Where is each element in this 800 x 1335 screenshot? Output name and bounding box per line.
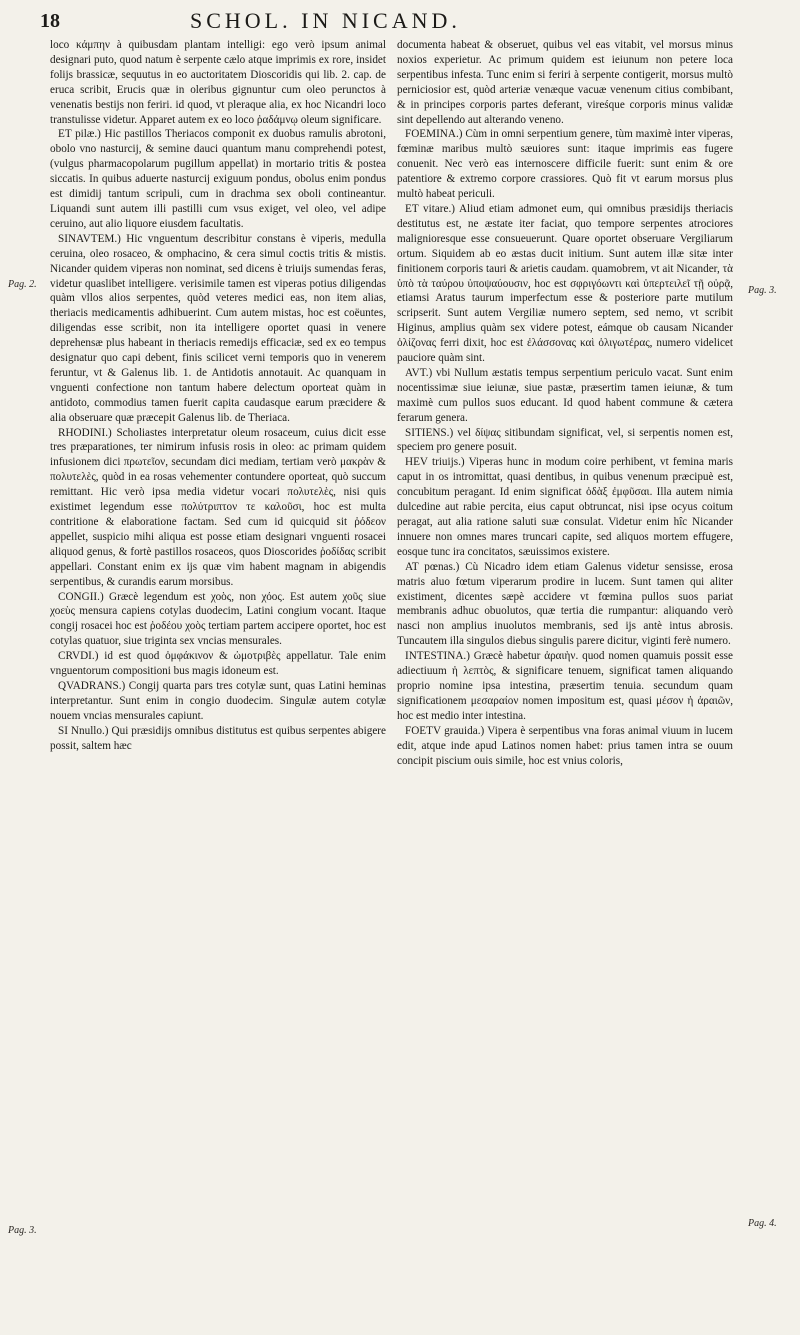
paragraph: documenta habeat & obseruet, quibus vel eas vitabit, vel morsus minus noxios experietur. Ac primum quidem est ieiunum non petere loca serpentibus infesta. Tunc enim si feriri à serpente contigerit, morsus multò perniciosior est, quòd arteriæ venæque vacuæ venenum citius combibant, & in principes corporis partes deferant, vireśque corporis minus validæ sint depellendo aut alterando veneno. [397,39,733,126]
paragraph: HEV triuijs.) Viperas hunc in modum coire perhibent, vt femina maris caput in os intromittat, quasi dentibus, in quibus venenum præcipuè est, concubitum peragant. Id enim significat ὀδὰξ ἐμφῦσαι. Illa autem nimia dulcedine aut rabie percita, eius caput obtruncat, nisi ipse ocyus coitum peragat, aut alia ratione saluti suæ consulat. Videtur enim hîc Nicander innuere non omnes mares truncari capite, sed aliquos mortem effugere, eosque tunc ira concitatos, sæuissimos existere. [397,456,733,558]
paragraph: SINAVTEM.) Hic vnguentum describitur constans è viperis, medulla ceruina, oleo rosaceo, & omphacino, & cera simul coctis tritis & mistis. Nicander quidem viperas non nominat, sed dicens è triuijs sumendas feras, videtur quaslibet intelligere. verisimile tamen est viperas potius diligendas quàm vllos alios serpentes, quòd veteres medici eas, non item alias, theriacis medicamentis adhibuerint. Cum autem mistas, hoc est coëuntes, diligendas esse scribit, non ita intelligere oportet quasi in venere deprehensæ plus habeant in theriacis remedijs efficaciæ, sed ex eo tempus designatur quo capi debent, finis scilicet verni temporis quo in venerem feruntur, vt & Galenus lib. 1. de Antidotis annotauit. Ac quanquam in vnguenti confectione non tantum habere delectum oporteat quàm in antidoto, commodius tamen fuerit capita caudasque earum præcidere & alia obseruare quæ præcepit Galenus lib. de Theriaca. [50,232,386,424]
paragraph: SITIENS.) vel δίψας sitibundam significat, vel, si serpentis nomen est, speciem pro genere posuit. [397,426,733,454]
margin-note: Pag. 3. [748,285,777,296]
paragraph: RHODINI.) Scholiastes interpretatur oleum rosaceum, cuius dicit esse tres præparationes, ter nimirum infusis rosis in oleo: ac primam quidem infusionem dici πρωτεῖον, secundam dici mediam, tertiam verò μακρὰν & πολυτελὲς, quòd in ea rosas vehementer contundere oporteat, quò succum remittant. Hic verò ipsa media videtur vocari πολυτελὲς, nisi quis existimet legendum esse πολύτριπτον τε καλοῦσι, hoc est multa contritione & elaboratione factam. Sed cum id quicquid sit ῥόδεον appellet, suspicio mihi aliqua est posse etiam designari vnguenti rosacei aliquod genus, & fortè pastillos rosaceos, quos Dioscorides ῥοδίδας scribit appellari. Constant enim ex ijs quæ vim habent magnam in abigendis serpentibus, & curandis earum morsibus. [50,426,386,588]
paragraph: CRVDI.) id est quod ὀμφάκινον & ὠμοτριβὲς appellatur. Tale enim vnguentorum compositioni bus magis idoneum est. [50,650,386,678]
paragraph: ET pilæ.) Hic pastillos Theriacos componit ex duobus ramulis abrotoni, obolo vno nasturcij, & semine dauci quantum manu comprehendi potest, (vulgus pharmacopolarum pugillum appellat) in mortario tritis & postea siccatis. In quibus aduerte nasturcij exiguum pondus, obolus enim pondus est dimidij tantum scripuli, cum in drachma sex oboli contineantur. Liquandi sunt autem illi pastilli cum vsus exiget, vel oleo, vel adipe ceruino, aut alio liquore eiusdem facultatis. [50,128,386,230]
paragraph: ET vitare.) Aliud etiam admonet eum, qui omnibus præsidijs theriacis destitutus est, ne æstate iter faciat, quo tempore serpentes atrociores malignioresque esse consueuerunt. Quare oportet obseruare Vergiliarum ortum. Siquidem ab eo æstas ducit initium. Sunt autem illæ sitæ inter finitionem corporis tauri & arietis caudam. quamobrem, vt ait Nicander, τὰ ὑπὸ τὰ ταύρου ὑποψαύουσιν, hoc est σφριγόωντι καὶ ὑπερτειλεῖ τῇ οὐρᾷ, etiamsi Aratus taurum imperfectum esse & posteriore parte mutilum scripserit. Sunt autem Vergiliæ numero septem, sed nemo, vt scribit Higinus, amplius quàm sex videre potest, eámque ob causam Nicander ὀλίζονας ferri dixit, hoc est ἐλάσσονας καὶ ὀλιγωτέρας, numero videlicet pauciore quàm sint. [397,202,733,365]
margin-note: Pag. 4. [748,1218,777,1229]
paragraph: AVT.) vbi Nullum æstatis tempus serpentium periculo vacat. Sunt enim nocentissimæ siue ieiunæ, siue pastæ, præsertim tamen ieiunæ, & tum maximè cum pullos suos educant. Id quod habent commune & cætera ferarum genera. [397,366,733,424]
page-header [40,8,770,38]
paragraph: FOETV grauida.) Vipera è serpentibus vna foras animal viuum in lucem edit, atque inde apud Latinos nomen habet: prius tamen intra se ouum concipit piscium ouis simile, hoc est vnius coloris, [397,724,733,767]
paragraph: loco κάμπην à quibusdam plantam intelligi: ego verò ipsum animal designari puto, quod natum è serpente cælo atque imprimis ex rore, insidet folijs brassicæ, sequutus in eo auctoritatem Dioscoridis qui lib. 2. cap. de eruca scribit, Erucis quæ in oleribus gignuntur cum oleo perunctos à venenatis bestijs non feriri. id quod, vt pleraque alia, ex hoc Nicandri loco transtulisse videtur. Apparet autem ex eo loco ῥαδάμνῳ oleum significare. [50,39,386,126]
margin-note: Pag. 2. [8,279,37,290]
paragraph: QVADRANS.) Congij quarta pars tres cotylæ sunt, quas Latini heminas interpretantur. Sunt enim in congio duodecim. Singulæ autem cotylæ nouem vncias mensurales capiunt. [50,679,386,722]
right-column [397,38,733,768]
paragraph: FOEMINA.) Cùm in omni serpentium genere, tùm maximè inter viperas, fœminæ maribus multò sæuiores sunt: itaque imprimis eas fugere conuenit. Nec verò eas internoscere difficile fuerit: sunt enim & ore patentiore & extremo corpore crassiores. Quò fit vt earum morsus plus multò habeat periculi. [397,128,733,201]
paragraph: SI Nnullo.) Qui præsidijs omnibus distitutus est quibus serpentes abigere possit, saltem hæc [50,724,386,752]
margin-note: Pag. 3. [8,1225,37,1236]
paragraph: AT pœnas.) Cù Nicadro idem etiam Galenus videtur sensisse, erosa matris aluo fœtum viperarum prodire in lucem. Sunt tamen qui aliter existiment, dicentes sæpè accidere vt fœmina pullos suos pariat membranis adhuc obuolutos, quæ tertia die rumpantur: aliquando verò nasci non amplius inuolutos membranis, sed ijs antè intus abrosis. Tuncautem illa singulos diebus singulis parere dicitur, viginti ferè numero. [397,560,733,648]
paragraph: CONGII.) Græcè legendum est χοὸς, non χόος. Est autem χοῦς siue χοεὺς mensura capiens cotylas duodecim, Latini congium vocant. Itaque congij rosacei hoc est ῥοδέου χοὸς tertiam partem accipere oportet, hoc est cotylas quatuor, siue triginta sex vncias mensurales. [50,590,386,648]
left-column [50,38,386,754]
page-number: 18 [40,10,60,32]
running-title: SCHOL. IN NICAND. [190,8,461,33]
paragraph: INTESTINA.) Græcè habetur ἀραιὴν. quod nomen quamuis possit esse adiectiuum ἡ λεπτὸς, & significare tenuem, significat tamen aliquando proprio nomine ipsa intestina, præsertim tenuia. secundum quam significationem μεσαραίον nomen impositum est, quasi μέσον ἡ ἀραιῶν, hoc est medio inter intestina. [397,650,733,722]
